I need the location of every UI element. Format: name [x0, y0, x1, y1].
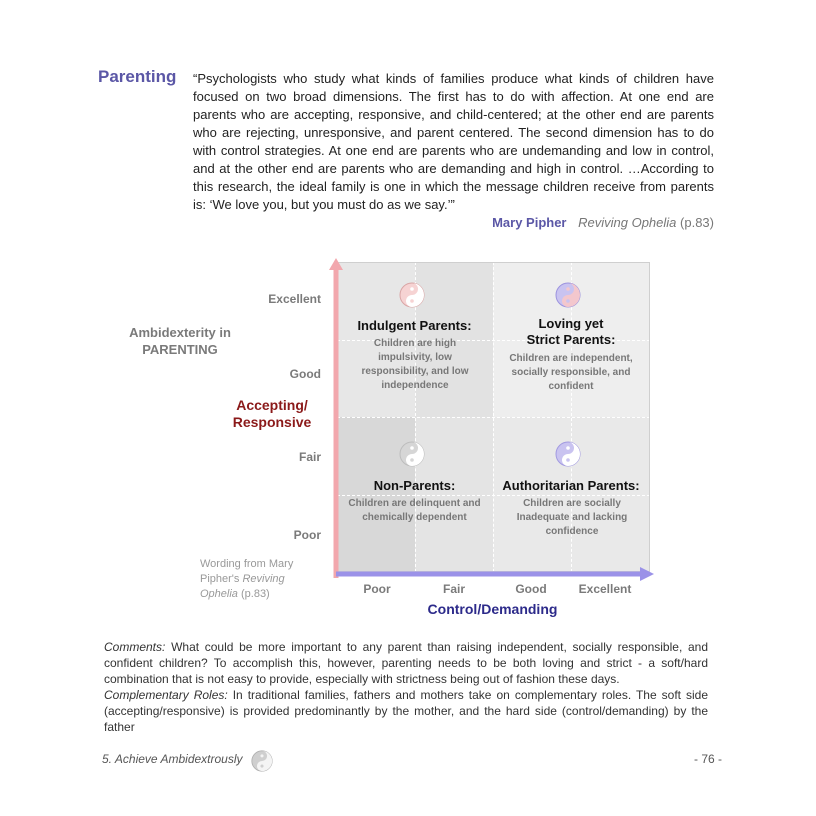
quadrant-loving-title	[500, 316, 642, 348]
quadrant-non-title: Non-Parents:	[373, 478, 456, 493]
chart-side-title	[118, 324, 242, 358]
yin-yang-blue-icon	[555, 441, 581, 467]
comments-text: What could be more important to any parent than raising independent, socially responsible, and confident children? To accomplish this, however, parenting needs to be both loving and strict - a soft/hard combination that is not easy to provide, especially with strictness being out of fashion these days.	[104, 640, 708, 686]
comments-paragraph	[104, 639, 708, 687]
quadrant-loving-title-line2: Strict Parents:	[526, 332, 616, 347]
complementary-label: Complementary Roles:	[104, 688, 228, 702]
comments-label: Comments:	[104, 640, 166, 654]
comments-block	[104, 639, 708, 735]
chart-side-title-line2: PARENTING	[142, 342, 218, 357]
wording-book-part2: Ophelia	[200, 588, 238, 600]
chart-side-title-line1: Ambidexterity in	[129, 325, 231, 340]
x-level-label: Good	[515, 582, 547, 596]
quadrant-authoritarian-desc: Children are socially Inadequate and lacking confidence	[516, 498, 628, 537]
x-level-label: Poor	[363, 582, 391, 596]
yin-yang-gray-icon	[399, 441, 425, 467]
quote-author: Mary Pipher	[492, 215, 567, 230]
wording-page: (p.83)	[240, 588, 270, 600]
quadrant-indulgent-title: Indulgent Parents:	[357, 318, 472, 333]
quadrant-indulgent-desc: Children are high impulsivity, low responsibility, and low independence	[361, 338, 469, 391]
y-level-label: Poor	[293, 528, 321, 542]
yin-yang-red-icon	[399, 282, 425, 308]
quadrant-non-desc: Children are delinquent and chemically dependent	[348, 498, 481, 523]
quote-attribution	[492, 215, 714, 230]
x-level-label: Excellent	[578, 582, 632, 596]
quote-page-ref: (p.83)	[680, 215, 714, 230]
footer-chapter	[102, 752, 243, 766]
footer-yin-yang-icon	[251, 750, 273, 772]
quadrant-loving-desc: Children are independent, socially responsible, and confident	[509, 353, 633, 392]
complementary-text: In traditional families, fathers and mothers take on complementary roles. The soft side (accepting/responsive) is provided predominantly by the mother, and the hard side (control/demanding) by the father	[104, 688, 708, 734]
y-level-label: Fair	[298, 450, 321, 464]
section-title: Parenting	[98, 67, 177, 86]
wording-line1: Wording from Mary	[200, 558, 294, 570]
x-axis-title: Control/Demanding	[427, 601, 558, 617]
wording-line2: Pipher's	[200, 573, 240, 585]
complementary-paragraph	[104, 687, 708, 735]
page-number: - 76 -	[694, 752, 723, 766]
quadrant-loving-title-line1: Loving yet	[538, 316, 604, 331]
y-axis-arrowhead	[329, 258, 343, 270]
quote-text: “Psychologists who study what kinds of families produce what kinds of children have focused on two broad dimensions. The first has to do with affection. At one end are parents who are accepting, responsive, and child-centered; at the other end are parents who are rejecting, unresponsive, and parent centered. The second dimension has to do with control strategies. At one end are parents who are undemanding and low in control, and at the other end are parents who are demanding and high in control. …According to this research, the ideal family is one in which the message children receive from parents is: ‘We love you, but you must do as we say.’”	[193, 71, 714, 212]
y-level-label: Good	[289, 367, 321, 381]
yin-yang-purple-icon	[555, 282, 581, 308]
quadrant-authoritarian-title: Authoritarian Parents:	[502, 478, 640, 493]
y-axis-title-line2: Responsive	[232, 414, 312, 430]
wording-book-part1: Reviving	[242, 573, 285, 585]
wording-note	[200, 557, 320, 602]
x-axis-arrowhead	[640, 567, 654, 581]
x-level-label: Fair	[442, 582, 465, 596]
quote-book: Reviving Ophelia	[578, 215, 677, 230]
y-axis-title	[222, 397, 322, 431]
y-axis-title-line1: Accepting/	[236, 397, 308, 413]
y-level-label: Excellent	[268, 292, 321, 306]
footer-chapter-text: 5. Achieve Ambidextrously	[102, 752, 243, 766]
